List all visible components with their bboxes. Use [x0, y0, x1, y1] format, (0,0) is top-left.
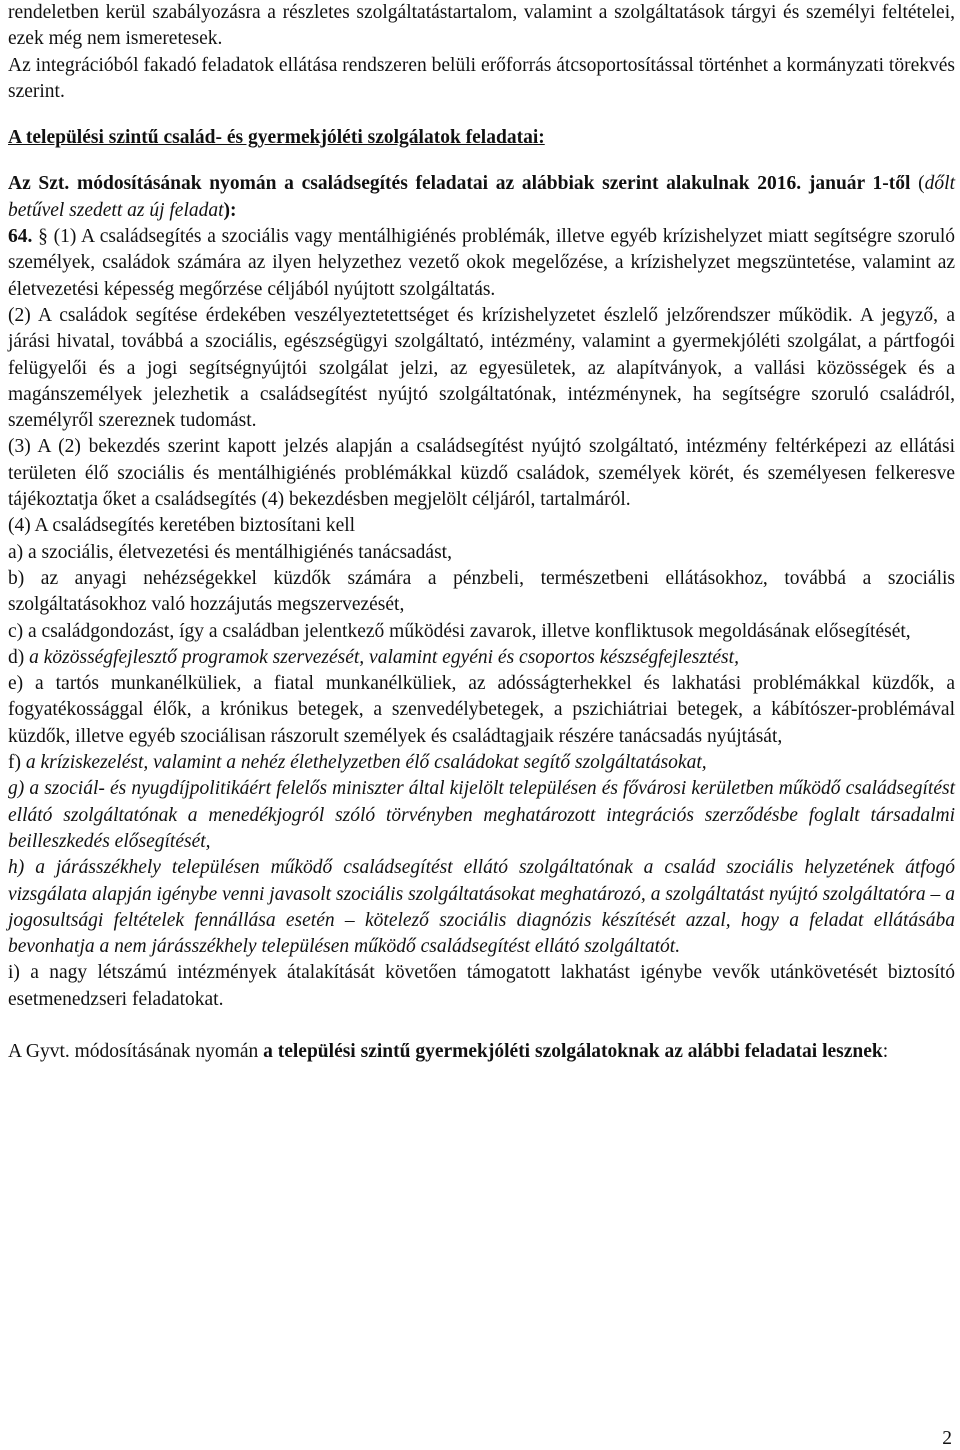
amendment-paren-open: ( — [910, 173, 925, 195]
list-item-d-prefix: d) — [8, 646, 30, 668]
intro-paragraph-2: Az integrációból fakadó feladatok ellátása rendszeren belüli erőforrás átcsoportosítással történhet a kormányzati törekvés szerint. — [8, 54, 955, 102]
gyvt-normal: A Gyvt. módosításának nyomán — [8, 1040, 264, 1062]
spacer — [8, 105, 955, 125]
section-64-paragraph-4: (4) A családsegítés keretében biztosítani kell — [8, 515, 356, 537]
gyvt-paragraph — [8, 1039, 955, 1065]
page-number: 2 — [942, 1428, 952, 1449]
amendment-lead-bold: Az Szt. módosításának nyomán a családsegítés feladatai az alábbiak szerint alakulnak 2016. január 1-től — [8, 173, 911, 195]
section-64-paragraph-3: (3) A (2) bekezdés szerint kapott jelzés alapján a családsegítést nyújtó szolgáltató, intézmény feltérképezi az ellátási területen élő szociális és mentálhigiénés problémákkal küzdő családok, személyek körét, és személyesen felkeresve tájékoztatja őket a családsegítés (4) bekezdésben megjelölt céljáról, tartalmáról. — [8, 436, 955, 511]
gyvt-bold: a települési szintű gyermekjóléti szolgálatoknak az alábbi feladatai lesznek — [263, 1040, 883, 1062]
list-item-f — [8, 750, 955, 776]
spacer — [8, 151, 955, 171]
amendment-paren-close: ): — [223, 199, 237, 221]
section-heading: A települési szintű család- és gyermekjóléti szolgálatok feladatai: — [8, 127, 545, 149]
list-item-g — [8, 776, 955, 855]
list-item-g-italic: g) a szociál- és nyugdíjpolitikáért felelős miniszter által kijelölt településen és fővárosi kerületben működő családsegítést ellátó szolgáltatónak a menedékjogról szóló törvényben meghatározott integrációs szerződésbe foglalt társadalmi beilleszkedés elősegítését, — [8, 778, 955, 852]
section-64-paragraph-2: (2) A családok segítése érdekében veszélyeztetettséget és krízishelyzetet észlelő jelzőrendszer működik. A jegyző, a járási hivatal, továbbá a szociális, egészségügyi szolgáltató, intézmény, valamint a gyermekjóléti szolgálat, a pártfogói felügyelői és a jogi segítségnyújtói szolgálat jelzi, az egyesületek, az alapítványok, a vallási közösségek és a magánszemélyek jelezhetik a családsegítést nyújtó szolgáltatónak, intézménynek, ha segítségre szoruló családról, személyről szereznek tudomást. — [8, 304, 955, 432]
section-64-paragraph-1 — [8, 224, 955, 303]
amendment-lead — [8, 171, 955, 224]
section-sign: § — [38, 226, 48, 248]
gyvt-colon: : — [882, 1040, 889, 1062]
list-item-a: a) a szociális, életvezetési és mentálhigiénés tanácsadást, — [8, 541, 452, 563]
section-number: 64. — [8, 226, 33, 248]
list-item-f-prefix: f) — [8, 752, 26, 774]
section-64-text-1: (1) A családsegítés a szociális vagy mentálhigiénés problémák, illetve egyéb krízishelyzet miatt segítségre szoruló személyek, családok számára az ilyen helyzethez vezető okok megelőzése, a krízishelyzet megszüntetése, valamint az életvezetési képesség megőrzése céljából nyújtott szolgáltatás. — [8, 226, 955, 300]
list-item-e: e) a tartós munkanélküliek, a fiatal munkanélküliek, az adósságterhekkel és lakhatási problémákkal küzdők, a fogyatékossággal élők, a krónikus betegek, a szenvedélybetegek, a pszichiátriai betegek, a kábítószer-problémával küzdők, illetve egyéb szociálisan rászorult személyek és családtagjaik részére tanácsadás nyújtását, — [8, 673, 955, 747]
list-item-h-italic: h) a járásszékhely településen működő családsegítést ellátó szolgáltatónak a család szociális helyzetének átfogó vizsgálata alapján igénybe venni javasolt szociális szolgáltatásokat meghatározó, a szolgáltatást nyújtó szolgáltatóra – a jogosultsági feltételek fennállása esetén – kötelező szociális diagnózis készítését azzal, hogy a feladat ellátásába bevonhatja a nem járásszékhely településen működő családsegítést ellátó szolgáltatót. — [8, 857, 955, 958]
amendment-lead-italic: dőlt betűvel szedett az új feladat — [8, 173, 955, 221]
document-page — [8, 0, 955, 1065]
list-item-b: b) az anyagi nehézségekkel küzdők számára a pénzbeli, természetbeni ellátásokhoz, továbbá a szociális szolgáltatásokhoz való hozzájutás megszervezését, — [8, 567, 955, 616]
list-item-h — [8, 855, 955, 960]
list-item-f-italic: a kríziskezelést, valamint a nehéz élethelyzetben élő családokat segítő szolgáltatásokat, — [25, 752, 707, 774]
list-item-c: c) a családgondozást, így a családban jelentkező működési zavarok, illetve konfliktusok megoldásának elősegítését, — [8, 620, 911, 642]
spacer — [8, 1013, 955, 1039]
list-item-d — [8, 645, 955, 671]
list-item-d-italic: a közösségfejlesztő programok szervezését, valamint egyéni és csoportos készségfejlesztést, — [29, 646, 739, 668]
intro-paragraph-1: rendeletben kerül szabályozásra a részletes szolgáltatástartalom, valamint a szolgáltatások tárgyi és személyi feltételei, ezek még nem ismeretesek. — [8, 2, 955, 50]
list-item-i: i) a nagy létszámú intézmények átalakítását követően támogatott lakhatást igénybe vevők utánkövetését biztosító esetmenedzseri feladatokat. — [8, 962, 955, 1010]
